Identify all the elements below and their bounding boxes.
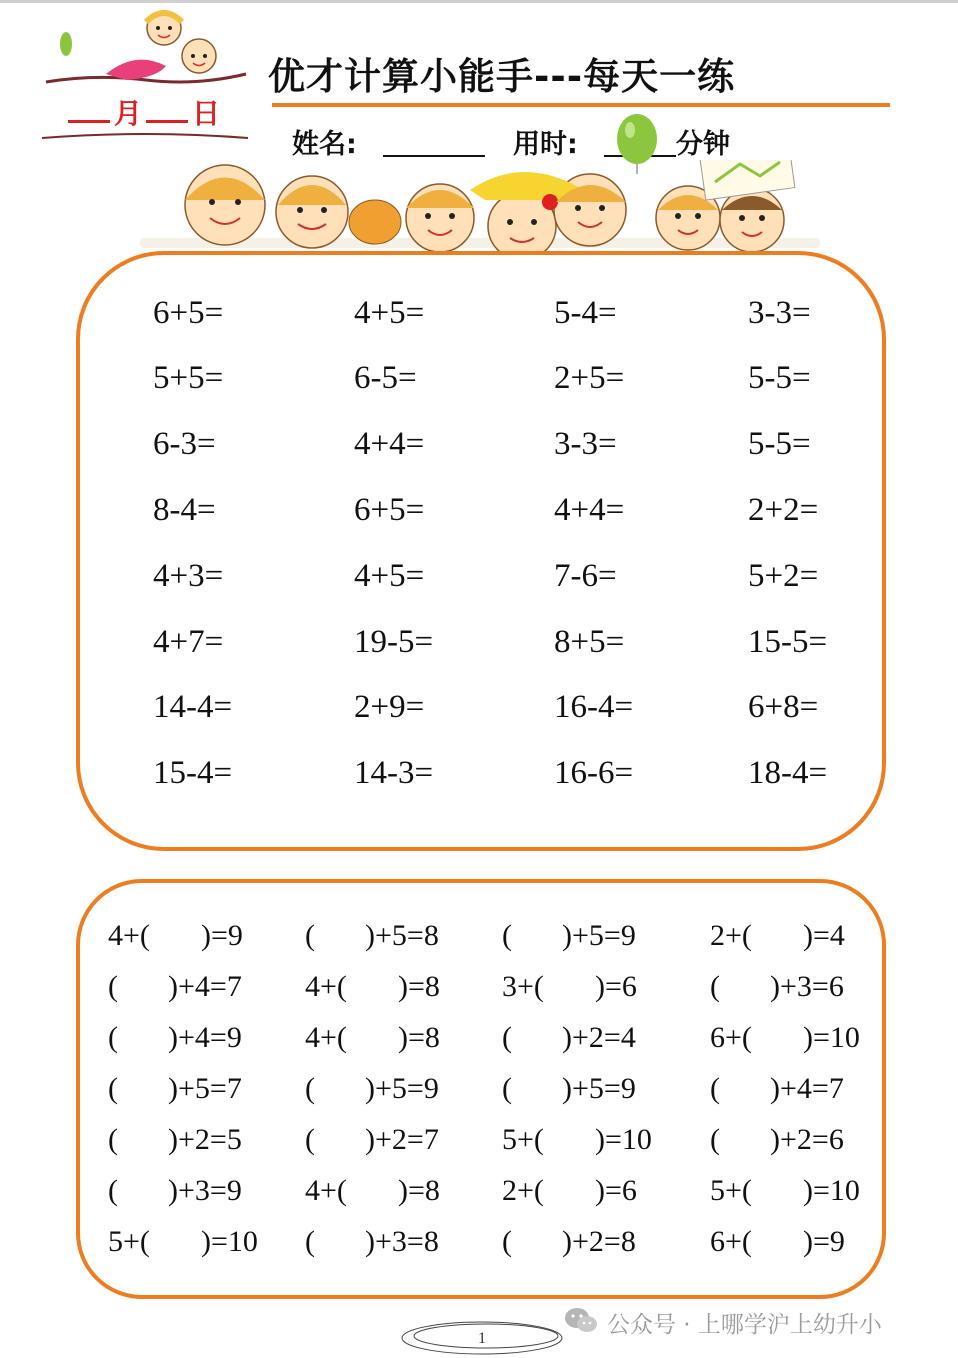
equation-right-part: )+2=5: [168, 1123, 242, 1156]
equation-right-part: )=10: [803, 1021, 860, 1054]
answer-blank[interactable]: [317, 1125, 361, 1155]
day-label: 日: [192, 97, 221, 130]
equation-left-part: (: [502, 919, 512, 952]
name-label: 姓名:: [292, 129, 357, 160]
answer-blank[interactable]: [120, 972, 164, 1002]
equation-left-part: 4+(: [305, 1021, 347, 1054]
answer-blank[interactable]: [317, 1074, 361, 1104]
equation: 5+2=: [748, 558, 819, 594]
equation-left-part: 6+(: [710, 1021, 752, 1054]
equation: 14-3=: [354, 755, 434, 791]
date-underline-decoration: [40, 132, 250, 142]
answer-blank[interactable]: [722, 1125, 766, 1155]
equation-right-part: )+5=9: [365, 1072, 439, 1105]
equation-left-part: (: [305, 1123, 315, 1156]
equation-left-part: 6+(: [710, 1225, 752, 1258]
girl-boy-illustration: [36, 4, 256, 94]
equation: 2+9=: [354, 689, 425, 725]
answer-blank[interactable]: [755, 1176, 799, 1206]
equation: 7-6=: [554, 558, 617, 594]
equation-left-part: (: [710, 1072, 720, 1105]
equation-right-part: )+4=7: [168, 970, 242, 1003]
equation-left-part: (: [710, 1123, 720, 1156]
equation-right-part: )+5=9: [562, 1072, 636, 1105]
page-title: 优才计算小能手---每天一练: [268, 55, 736, 98]
equation-left-part: (: [502, 1225, 512, 1258]
children-illustration: [140, 160, 820, 260]
equation-right-part: )+5=9: [562, 919, 636, 952]
equation: 8+5=: [554, 624, 625, 660]
equation: 2+2=: [748, 492, 819, 528]
equation: 16-6=: [554, 755, 634, 791]
equation-right-part: )=10: [201, 1225, 258, 1258]
equation: 3-3=: [554, 426, 617, 462]
equation-right-part: )=10: [595, 1123, 652, 1156]
equation: 19-5=: [354, 624, 434, 660]
equation: 4+4=: [554, 492, 625, 528]
equation-right-part: )+3=6: [770, 970, 844, 1003]
equation: 3-3=: [748, 295, 811, 331]
equation: 16-4=: [554, 689, 634, 725]
equation: 5+5=: [153, 360, 224, 396]
equation-left-part: 2+(: [710, 919, 752, 952]
title-divider: [272, 103, 890, 107]
equation-right-part: )+4=7: [770, 1072, 844, 1105]
answer-blank[interactable]: [755, 1227, 799, 1257]
equation: 6-5=: [354, 360, 417, 396]
wechat-icon: [563, 1306, 599, 1336]
answer-blank[interactable]: [120, 1125, 164, 1155]
page-number: 1: [478, 1330, 486, 1347]
answer-blank[interactable]: [722, 972, 766, 1002]
equation-right-part: )=4: [803, 919, 845, 952]
equation-right-part: )+2=4: [562, 1021, 636, 1054]
answer-blank[interactable]: [153, 921, 197, 951]
month-label: 月: [114, 97, 143, 130]
equation: 5-5=: [748, 360, 811, 396]
equation: 4+3=: [153, 558, 224, 594]
month-blank[interactable]: [68, 98, 110, 123]
watermark-text: 公众号 · 上哪学沪上幼升小: [607, 1312, 882, 1338]
answer-blank[interactable]: [755, 1023, 799, 1053]
minute-label: 分钟: [676, 129, 730, 160]
equation-left-part: 3+(: [502, 970, 544, 1003]
answer-blank[interactable]: [350, 1023, 394, 1053]
answer-blank[interactable]: [547, 972, 591, 1002]
equation-right-part: )+2=6: [770, 1123, 844, 1156]
equation-left-part: 4+(: [305, 1174, 347, 1207]
equation-right-part: )=6: [595, 970, 637, 1003]
answer-blank[interactable]: [755, 921, 799, 951]
equation-left-part: 5+(: [108, 1225, 150, 1258]
equation: 4+4=: [354, 426, 425, 462]
equation: 4+7=: [153, 624, 224, 660]
equation-right-part: )=6: [595, 1174, 637, 1207]
equation-left-part: (: [108, 1123, 118, 1156]
equation: 6-3=: [153, 426, 216, 462]
answer-blank[interactable]: [120, 1176, 164, 1206]
equation: 6+5=: [153, 295, 224, 331]
equation-left-part: (: [502, 1021, 512, 1054]
name-field[interactable]: [383, 155, 485, 157]
equation-right-part: )+3=9: [168, 1174, 242, 1207]
answer-blank[interactable]: [120, 1023, 164, 1053]
date-block: [40, 92, 250, 142]
equation-left-part: (: [305, 919, 315, 952]
equation-right-part: )+5=8: [365, 919, 439, 952]
equation-right-part: )+2=8: [562, 1225, 636, 1258]
equation-right-part: )=8: [398, 970, 440, 1003]
equation-left-part: (: [108, 1174, 118, 1207]
equation: 15-4=: [153, 755, 233, 791]
top-border: [0, 0, 958, 3]
answer-blank[interactable]: [547, 1176, 591, 1206]
equation-right-part: )=10: [803, 1174, 860, 1207]
date-fields: [64, 92, 220, 132]
equation: 5-4=: [554, 295, 617, 331]
equation: 15-5=: [748, 624, 828, 660]
day-blank[interactable]: [146, 98, 188, 123]
equation: 5-5=: [748, 426, 811, 462]
equation-right-part: )=9: [201, 919, 243, 952]
equation-left-part: 5+(: [502, 1123, 544, 1156]
time-label: 用时:: [513, 129, 578, 160]
equation-right-part: )+3=8: [365, 1225, 439, 1258]
answer-blank[interactable]: [514, 921, 558, 951]
answer-blank[interactable]: [350, 1176, 394, 1206]
equation-right-part: )=8: [398, 1174, 440, 1207]
equation-left-part: 2+(: [502, 1174, 544, 1207]
equation-left-part: (: [305, 1072, 315, 1105]
answer-blank[interactable]: [547, 1125, 591, 1155]
answer-blank[interactable]: [153, 1227, 197, 1257]
answer-blank[interactable]: [317, 921, 361, 951]
answer-blank[interactable]: [514, 1227, 558, 1257]
equation: 6+8=: [748, 689, 819, 725]
equation: 4+5=: [354, 295, 425, 331]
equation: 6+5=: [354, 492, 425, 528]
answer-blank[interactable]: [514, 1023, 558, 1053]
equation-left-part: 4+(: [108, 919, 150, 952]
answer-blank[interactable]: [350, 972, 394, 1002]
equation: 2+5=: [554, 360, 625, 396]
equation-right-part: )+5=7: [168, 1072, 242, 1105]
equation-right-part: )=9: [803, 1225, 845, 1258]
equation: 18-4=: [748, 755, 828, 791]
answer-blank[interactable]: [120, 1074, 164, 1104]
answer-blank[interactable]: [722, 1074, 766, 1104]
equation: 8-4=: [153, 492, 216, 528]
equation-left-part: (: [108, 1021, 118, 1054]
equation-left-part: (: [710, 970, 720, 1003]
equation-left-part: (: [108, 970, 118, 1003]
equation: 4+5=: [354, 558, 425, 594]
equation-left-part: (: [305, 1225, 315, 1258]
answer-blank[interactable]: [317, 1227, 361, 1257]
equation-right-part: )=8: [398, 1021, 440, 1054]
equation-left-part: 5+(: [710, 1174, 752, 1207]
answer-blank[interactable]: [514, 1074, 558, 1104]
equation-right-part: )+4=9: [168, 1021, 242, 1054]
equation-right-part: )+2=7: [365, 1123, 439, 1156]
equation-left-part: (: [502, 1072, 512, 1105]
equation-left-part: 4+(: [305, 970, 347, 1003]
equation: 14-4=: [153, 689, 233, 725]
equation-left-part: (: [108, 1072, 118, 1105]
